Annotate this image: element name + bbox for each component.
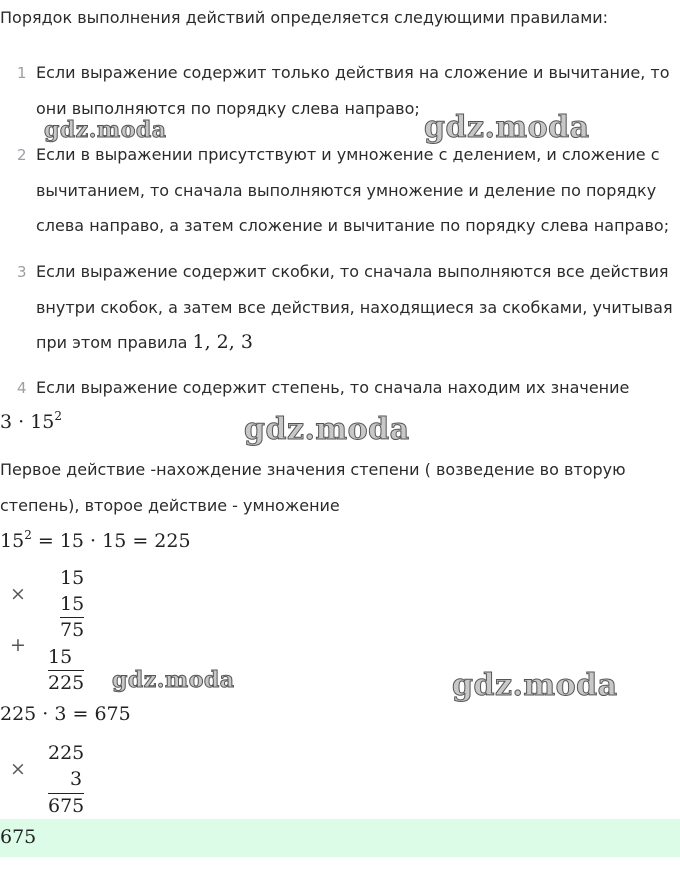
expression-base: 3 · 15: [0, 411, 55, 433]
intro-text: Порядок выполнения действий определяется следующими правилами:: [0, 8, 609, 27]
explanation-line-2: степень), второе действие - умножение: [0, 496, 340, 515]
column-1-factor-b: 15: [60, 593, 85, 615]
step-1-lhs: 15: [0, 530, 25, 552]
step-1-rhs: = 15 · 15 = 225: [31, 530, 191, 552]
step-1-equation: [0, 528, 191, 552]
column-2-multiply-sign: ×: [10, 758, 26, 780]
column-2-result: 675: [48, 795, 85, 817]
answer-box: [0, 819, 680, 857]
watermark-1: gdz.moda: [44, 117, 167, 143]
rule-1-line-1: Если выражение содержит только действия на сложение и вычитание, то: [36, 63, 670, 82]
rule-number-3: 3: [17, 263, 27, 281]
rule-3-line-3-text: при этом правила: [36, 333, 193, 352]
column-1-partial-2: 15: [48, 646, 73, 668]
watermark-5: gdz.moda: [452, 668, 618, 703]
column-1-plus-sign: +: [10, 634, 26, 656]
column-1-sum: 225: [48, 672, 85, 694]
answer-value: 675: [0, 826, 37, 848]
column-1-partial-1: 75: [60, 619, 85, 641]
rule-number-1: 1: [17, 64, 27, 82]
rule-3-line-1: Если выражение содержит скобки, то сначала выполняются все действия: [36, 262, 669, 281]
rule-3-line-2: внутри скобок, а затем все действия, находящиеся за скобками, учитывая: [36, 298, 673, 317]
column-1-multiply-sign: ×: [10, 583, 26, 605]
expression-exponent: 2: [54, 409, 63, 423]
rule-2-line-2: вычитанием, то сначала выполняются умножение и деление по порядку: [36, 181, 657, 200]
step-2-equation: 225 · 3 = 675: [0, 703, 131, 725]
column-1-factor-a: 15: [60, 567, 85, 589]
rule-number-4: 4: [17, 379, 27, 397]
rule-1-line-2: они выполняются по порядку слева направо;: [36, 99, 420, 118]
explanation-line-1: Первое действие -нахождение значения степени ( возведение во вторую: [0, 460, 626, 479]
rule-3-line-3: [36, 331, 253, 353]
rule-3-math: 1, 2, 3: [192, 331, 253, 353]
column-2-factor-a: 225: [48, 742, 85, 764]
watermark-3: gdz.moda: [244, 412, 410, 447]
watermark-4: gdz.moda: [112, 667, 235, 693]
step-1-exponent: 2: [24, 528, 32, 542]
rule-4-line-1: Если выражение содержит степень, то сначала находим их значение: [36, 378, 630, 397]
expression: [0, 409, 62, 433]
rule-2-line-1: Если в выражении присутствуют и умножение с делением, и сложение с: [36, 145, 660, 164]
column-2-factor-b: 3: [70, 768, 83, 790]
rule-number-2: 2: [17, 146, 27, 164]
watermark-2: gdz.moda: [424, 110, 590, 145]
rule-2-line-3: слева направо, а затем сложение и вычитание по порядку слева направо;: [36, 216, 670, 235]
